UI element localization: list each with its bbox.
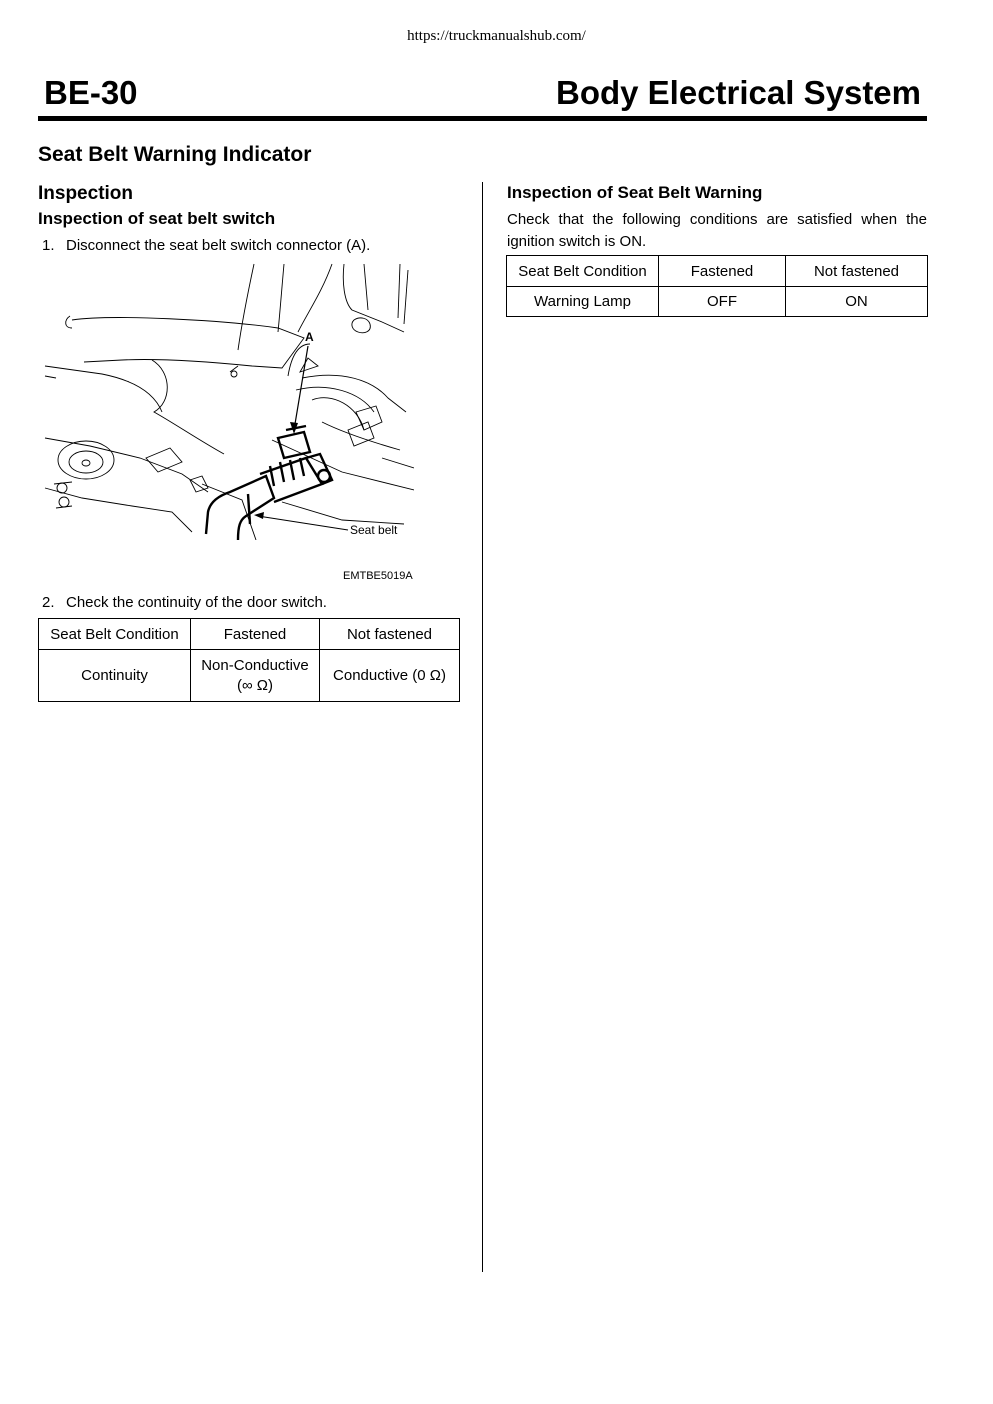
page-code: BE-30 [44,74,138,111]
step-2-number: 2. [42,594,55,611]
step-2-text: Check the continuity of the door switch. [66,594,327,611]
header-cell: Not fastened [786,256,928,287]
column-divider [482,182,483,1272]
table-row [39,650,460,702]
not-fastened-cell: Conductive (0 Ω) [320,650,460,702]
warning-inspection-heading: Inspection of Seat Belt Warning [507,183,763,202]
source-url: https://truckmanualshub.com/ [407,28,586,44]
table-row [507,287,928,317]
seat-belt-switch-illustration [42,262,414,540]
table-header-row [39,619,460,650]
figure-code: EMTBE5019A [343,570,413,582]
fastened-value-line2: (∞ Ω) [236,676,274,694]
continuity-table [38,618,460,702]
table-header-row [507,256,928,287]
row-label-cell: Warning Lamp [507,287,659,317]
header-cell: Fastened [191,619,320,650]
fastened-cell: OFF [659,287,786,317]
page-title: Seat Belt Warning Indicator [38,143,312,166]
inspection-heading: Inspection [38,183,134,204]
seat-belt-label: Seat belt [350,523,398,537]
header-cell: Seat Belt Condition [507,256,659,287]
step-1-number: 1. [42,237,55,254]
section-title: Body Electrical System [556,74,921,111]
not-fastened-cell: ON [786,287,928,317]
connector-label-a: A [305,330,314,344]
header-cell: Not fastened [320,619,460,650]
header-cell: Seat Belt Condition [39,619,191,650]
warning-lamp-table [506,255,928,317]
header-cell: Fastened [659,256,786,287]
header-rule [38,116,927,121]
warning-inspection-text: Check that the following conditions are satisfied when the ignition switch is ON. [507,211,927,250]
row-label-cell: Continuity [39,650,191,702]
switch-inspection-heading: Inspection of seat belt switch [38,209,276,228]
step-1-text: Disconnect the seat belt switch connector (A). [66,237,371,254]
fastened-value-line1: Non-Conductive [201,656,309,674]
fastened-cell [191,650,320,702]
